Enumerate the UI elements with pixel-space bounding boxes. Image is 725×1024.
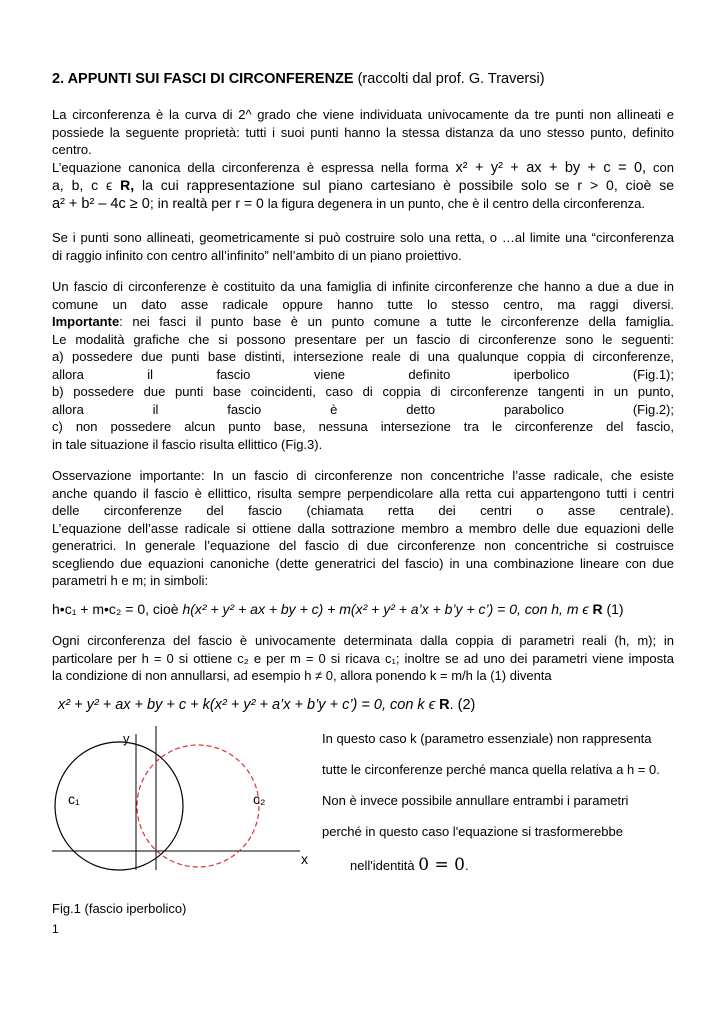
text-line: perché in questo caso l'equazione si trasformerebbe [322, 824, 623, 839]
text-segment: con [646, 159, 674, 175]
text-line: parametri h e m; in simboli: [52, 573, 209, 588]
text-line: a) possedere due punti base distinti, intersezione reale di una qualunque coppia di circonferenze, [52, 349, 674, 364]
text-line: tutte le circonferenze perché manca quella relativa a h = 0. [322, 762, 660, 777]
text-line [322, 855, 702, 886]
formula-body: x² + y² + ax + by + c + k(x² + y² + a’x + b’y + c’) = 0, con k ϵ [58, 697, 440, 713]
text-line: Un fascio di circonferenze è costituito da una famiglia di infinite circonferenze che hanno a due a due in [52, 279, 674, 294]
text-segment: la cui rappresentazione sul piano cartesiano è possibile solo se r > 0, cioè se [134, 177, 674, 193]
text-line: centro. [52, 142, 92, 157]
figure-caption: Fig.1 (fascio iperbolico) [52, 901, 187, 916]
text-line: In questo caso k (parametro essenziale) non rappresenta [322, 731, 652, 746]
text-segment: a, b, c ϵ [52, 177, 121, 193]
text-line [52, 159, 674, 178]
text-line [52, 177, 674, 195]
section-title [52, 70, 692, 88]
text-line: di raggio infinito con centro all’infinito” nell’ambito di un piano proiettivo. [52, 247, 462, 263]
real-set-symbol: R [592, 601, 603, 617]
text-line: la condizione di non annullarsi, ad esempio h ≠ 0, allora ponendo k = m/h la (1) diventa [52, 668, 552, 683]
real-set-symbol: R [439, 697, 450, 713]
real-set-symbol: R, [120, 177, 135, 193]
paragraph-observation [52, 467, 674, 590]
text-line: comune un dato asse radicale oppure hanno tutte lo stesso centro, ma raggi diversi. [52, 296, 674, 312]
c2-label: c₂ [253, 791, 266, 807]
x-axis-label: x [301, 851, 308, 867]
text-segment: nell'identità [350, 858, 419, 873]
paragraph-parameters [52, 632, 674, 685]
text-line: possiede la seguente proprietà: tutti i suoi punti hanno la stessa distanza da uno stesso punto, definito [52, 124, 674, 140]
text-line: Osservazione importante: In un fascio di circonferenze non concentriche l’asse radicale, che esiste [52, 468, 674, 483]
circle-c2-dashed [137, 745, 259, 867]
paragraph-pencil [52, 278, 674, 453]
figure-hyperbolic-pencil [48, 726, 318, 874]
text-line: delle circonferenze del fascio (chiamata retta dei centri o asse centrale). [52, 503, 674, 518]
text-line: scegliendo due equazioni canoniche (dette generatrici del fascio) in una combinazione lineare con due [52, 555, 674, 571]
text-line: Le modalità grafiche che si possono presentare per un fascio di circonferenze sono le seguenti: [52, 331, 674, 347]
text-segment: . [464, 858, 469, 873]
figure-side-text [322, 731, 702, 886]
text-line: generatrici. In generale l’equazione del fascio di due circonferenze non concentriche si costruisce [52, 538, 674, 553]
section-title-bold: 2. APPUNTI SUI FASCI DI CIRCONFERENZE [52, 71, 354, 87]
formula-number: (1) [602, 601, 624, 617]
text-line [52, 313, 674, 331]
important-label: Importante [52, 314, 120, 329]
text-line: allora il fascio è detto parabolico (Fig.2); [52, 401, 674, 417]
formula-number: . (2) [449, 697, 476, 713]
existence-condition: a² + b² – 4c ≥ 0 [52, 195, 150, 212]
canonical-equation: x² + y² + ax + by + c = 0, [455, 159, 647, 176]
paragraph-collinear [52, 229, 674, 264]
section-title-author: (raccolti dal prof. G. Traversi) [353, 71, 545, 87]
text-line: allora il fascio viene definito iperbolico (Fig.1); [52, 366, 674, 382]
text-line: c) non possedere alcun punto base, nessuna intersezione tra le circonferenze del fascio, [52, 419, 674, 434]
formula-lhs: h•c₁ + m•c₂ = 0, cioè [52, 601, 183, 617]
text-segment: L’equazione canonica della circonferenza è espressa nella forma [52, 159, 456, 175]
formula-pencil-2 [58, 697, 475, 713]
paragraph-definition [52, 106, 674, 213]
text-line [52, 196, 645, 211]
text-line: Se i punti sono allineati, geometricamente si può costruire solo una retta, o …al limite una “circonferenza [52, 230, 674, 245]
text-segment: : nei fasci il punto base è un punto comune a tutte le circonferenze della famiglia. [119, 314, 674, 329]
text-segment: la figura degenera in un punto, che è il centro della circonferenza. [267, 195, 645, 211]
text-line: b) possedere due punti base coincidenti, caso di coppia di circonferenze tangenti in un punto, [52, 384, 674, 399]
formula-pencil-1 [52, 601, 624, 617]
c1-label: c₁ [68, 791, 80, 807]
text-line: anche quando il fascio è ellittico, risulta sempre perpendicolare alla retta cui appartengono tutti i centri [52, 485, 674, 501]
text-line: L’equazione dell’asse radicale si ottiene dalla sottrazione membro a membro delle due equazioni delle [52, 520, 674, 536]
formula-body: h(x² + y² + ax + by + c) + m(x² + y² + a’x + b’y + c’) = 0, con h, m ϵ [182, 601, 593, 617]
text-line: La circonferenza è la curva di 2^ grado che viene individuata univocamente da tre punti non allineati e [52, 107, 674, 122]
y-axis-label: y [123, 731, 130, 746]
page-number: 1 [52, 922, 59, 936]
text-segment: ; in realtà per r = 0 [149, 194, 268, 211]
text-line: in tale situazione il fascio risulta ellittico (Fig.3). [52, 436, 323, 452]
text-line: Non è invece possibile annullare entrambi i parametri [322, 793, 629, 808]
text-line: Ogni circonferenza del fascio è univocamente determinata dalla coppia di parametri reali (h, m); in [52, 633, 674, 648]
text-line: particolare per h = 0 si ottiene c₂ e per m = 0 si ricava c₁; inoltre se ad uno dei parametri viene imposta [52, 650, 674, 666]
identity-equation: 0 = 0 [418, 855, 465, 875]
